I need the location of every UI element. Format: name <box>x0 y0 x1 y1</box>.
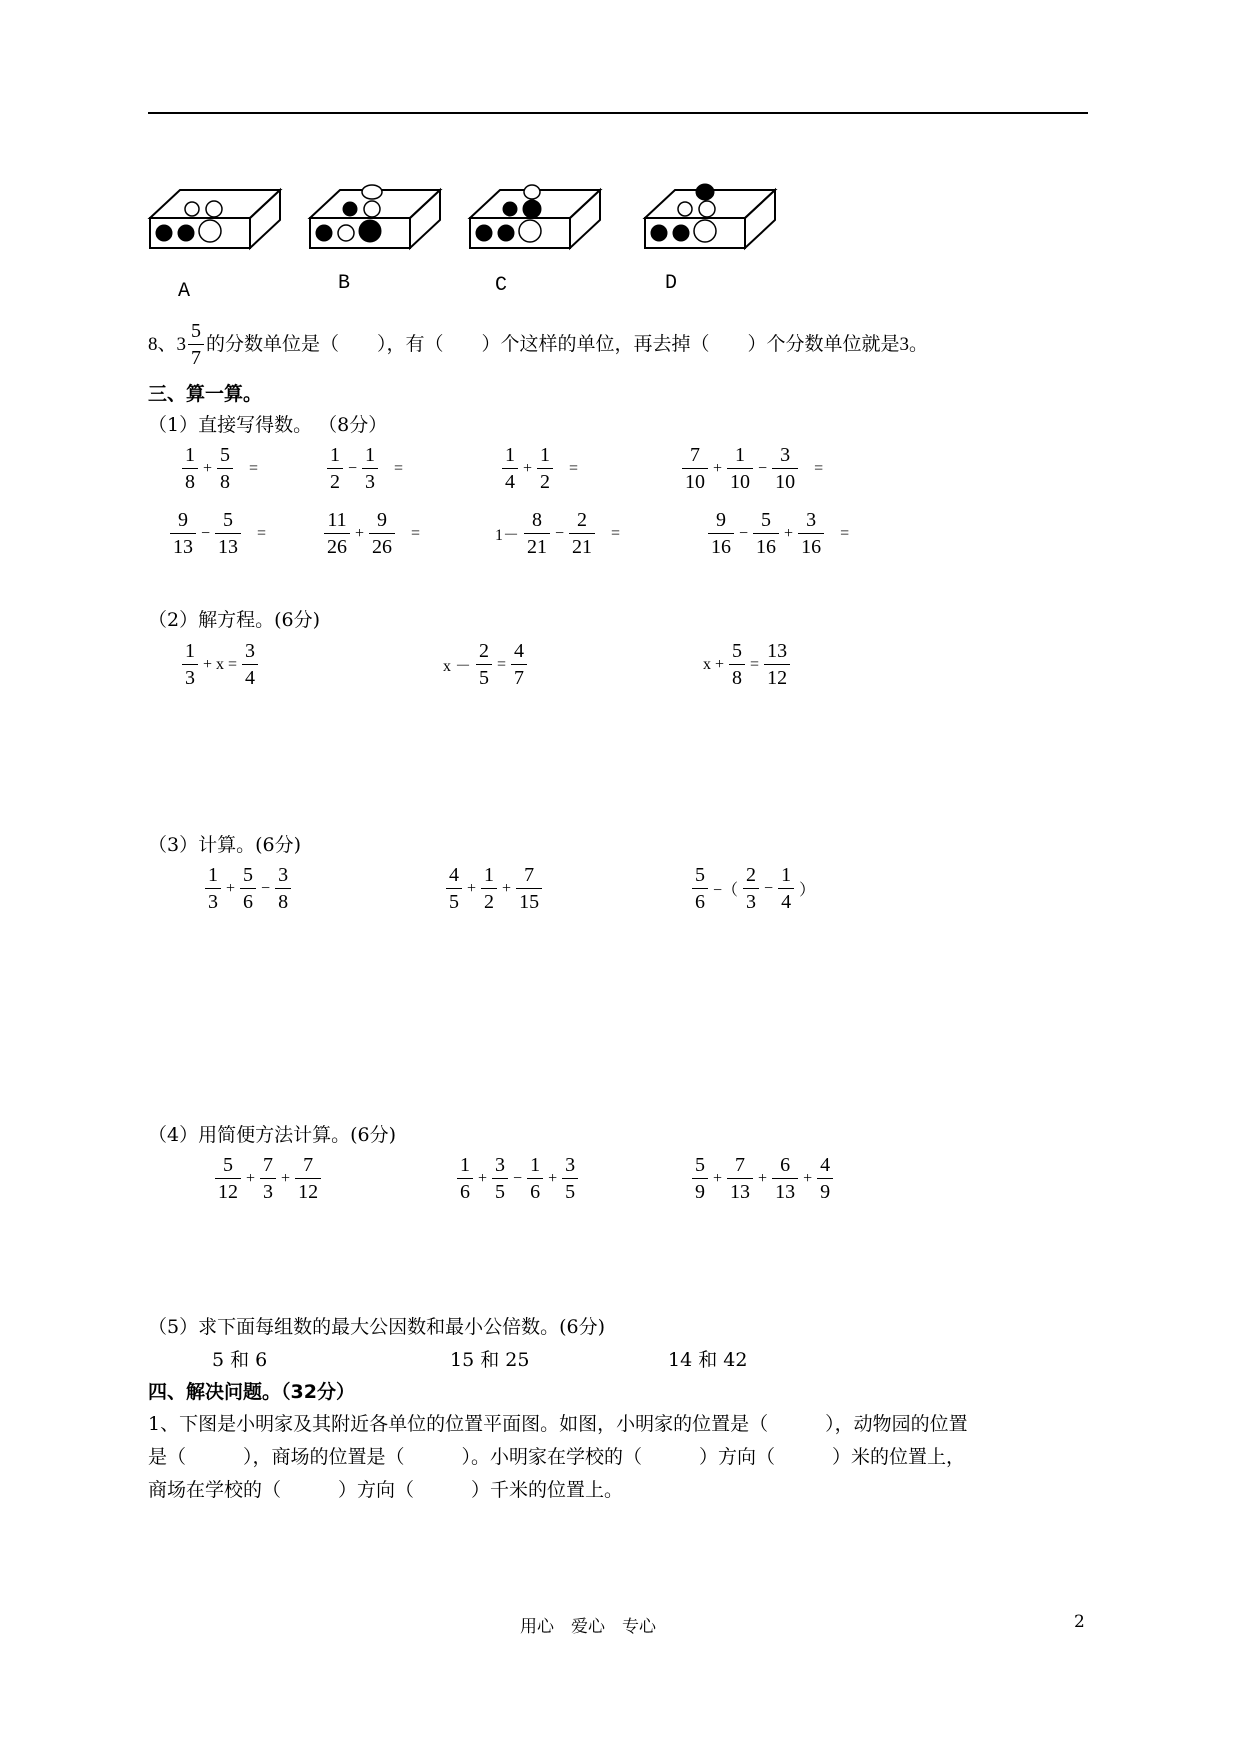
operator: x + <box>703 655 725 673</box>
operator: −（ <box>713 882 739 899</box>
operator: + <box>355 524 365 542</box>
q1-line1: 1、下图是小明家及其附近各单位的位置平面图。如图，小明家的位置是（ ），动物园的位置 <box>148 1413 968 1435</box>
operator: − <box>739 524 749 542</box>
calc-item <box>168 507 269 560</box>
operator: + <box>203 459 213 477</box>
fraction: $\frac{9}{16}$ <box>708 507 734 560</box>
question-8: 8、 3 $\frac{5}{7}$ 的分数单位是（ ），有（ ）个这样的单位，再去掉（ ）个分数单位就是3。 <box>148 320 929 369</box>
operator: + <box>713 1169 723 1187</box>
operator: = <box>569 459 579 477</box>
fraction: $\frac{8}{21}$ <box>524 507 550 560</box>
fraction: $\frac{1}{4}$ <box>502 442 518 495</box>
equation <box>700 638 792 691</box>
operator: x － <box>443 658 472 675</box>
operator: + <box>523 459 533 477</box>
pair-3: 14 和 42 <box>668 1349 748 1371</box>
q1-line2: 是（ ），商场的位置是（ ）。小明家在学校的（ ）方向（ ）米的位置上， <box>148 1446 966 1468</box>
operator: 1－ <box>495 527 520 544</box>
footer-text: 用心 爱心 专心 <box>520 1617 656 1637</box>
calc-item <box>680 442 826 495</box>
compute-item <box>690 862 818 915</box>
operator: = <box>840 524 850 542</box>
operator: = <box>257 524 267 542</box>
label-d: D <box>665 272 678 295</box>
fraction: $\frac{4}{9}$ <box>817 1152 833 1205</box>
fraction: $\frac{7}{12}$ <box>295 1152 321 1205</box>
p3-title: （3）计算。(6分) <box>148 834 302 856</box>
operator: = <box>814 459 824 477</box>
operator: − <box>513 1169 523 1187</box>
fraction: $\frac{1}{3}$ <box>205 862 221 915</box>
fraction: $\frac{2}{21}$ <box>569 507 595 560</box>
fraction: $\frac{5}{16}$ <box>753 507 779 560</box>
fraction: $\frac{1}{2}$ <box>481 862 497 915</box>
fraction: $\frac{5}{8}$ <box>729 638 745 691</box>
fraction: $\frac{13}{12}$ <box>764 638 790 691</box>
calc-item <box>180 442 261 495</box>
fraction: $\frac{5}{13}$ <box>215 507 241 560</box>
section3-title: 三、算一算。 <box>148 383 263 405</box>
fraction: $\frac{6}{13}$ <box>772 1152 798 1205</box>
operator: − <box>758 459 768 477</box>
fraction: $\frac{1}{4}$ <box>778 862 794 915</box>
box-a <box>150 190 280 248</box>
operator: + <box>281 1169 291 1187</box>
fraction: $\frac{3}{8}$ <box>275 862 291 915</box>
pair-1: 5 和 6 <box>212 1349 268 1371</box>
p5-title: （5）求下面每组数的最大公因数和最小公倍数。(6分) <box>148 1316 606 1338</box>
section4-title: 四、解决问题。（32分） <box>148 1381 355 1403</box>
operator: = <box>394 459 404 477</box>
fraction: $\frac{1}{6}$ <box>457 1152 473 1205</box>
boxes-figure <box>140 168 800 258</box>
simplify-item <box>455 1152 580 1205</box>
fraction: $\frac{7}{3}$ <box>260 1152 276 1205</box>
equation <box>180 638 260 691</box>
operator: + <box>467 879 477 897</box>
operator: = <box>611 524 621 542</box>
fraction: $\frac{1}{2}$ <box>537 442 553 495</box>
operator: + <box>478 1169 488 1187</box>
fraction: $\frac{9}{26}$ <box>369 507 395 560</box>
operator: = <box>750 655 760 673</box>
header-rule <box>148 112 1088 114</box>
p4-title: （4）用简便方法计算。(6分) <box>148 1124 397 1146</box>
box-d <box>645 184 775 248</box>
operator: − <box>764 879 774 897</box>
fraction: $\frac{1}{8}$ <box>182 442 198 495</box>
fraction: $\frac{2}{5}$ <box>476 638 492 691</box>
p2-title: （2）解方程。(6分) <box>148 609 321 631</box>
compute-item <box>444 862 544 915</box>
fraction: $\frac{3}{5}$ <box>492 1152 508 1205</box>
operator: + <box>502 879 512 897</box>
operator: − <box>555 524 565 542</box>
fraction: $\frac{1}{10}$ <box>727 442 753 495</box>
operator: − <box>201 524 211 542</box>
simplify-item <box>213 1152 323 1205</box>
fraction: $\frac{3}{4}$ <box>242 638 258 691</box>
fraction: $\frac{4}{7}$ <box>511 638 527 691</box>
operator: + <box>784 524 794 542</box>
pair-2: 15 和 25 <box>450 1349 530 1371</box>
calc-item <box>500 442 581 495</box>
fraction: $\frac{7}{10}$ <box>682 442 708 495</box>
fraction: $\frac{2}{3}$ <box>743 862 759 915</box>
operator: + <box>246 1169 256 1187</box>
equation <box>440 638 529 691</box>
operator: = <box>411 524 421 542</box>
fraction: $\frac{3}{16}$ <box>798 507 824 560</box>
operator: + <box>713 459 723 477</box>
fraction: $\frac{1}{6}$ <box>527 1152 543 1205</box>
fraction: $\frac{5}{8}$ <box>217 442 233 495</box>
fraction: $\frac{5}{6}$ <box>692 862 708 915</box>
calc-item <box>706 507 852 560</box>
p1-title: （1）直接写得数。 （8分） <box>148 414 388 436</box>
box-c <box>470 185 600 248</box>
calc-item <box>325 442 406 495</box>
q1-line3: 商场在学校的（ ）方向（ ）千米的位置上。 <box>148 1479 624 1501</box>
fraction: $\frac{4}{5}$ <box>446 862 462 915</box>
operator: − <box>348 459 358 477</box>
compute-item <box>203 862 293 915</box>
operator: − <box>261 879 271 897</box>
operator: ） <box>799 882 816 899</box>
fraction: $\frac{9}{13}$ <box>170 507 196 560</box>
operator: + <box>758 1169 768 1187</box>
simplify-item <box>690 1152 835 1205</box>
fraction: $\frac{11}{26}$ <box>324 507 350 560</box>
fraction: $\frac{1}{2}$ <box>327 442 343 495</box>
calc-item <box>492 507 623 560</box>
fraction: $\frac{7}{13}$ <box>727 1152 753 1205</box>
operator: + <box>226 879 236 897</box>
fraction: $\frac{3}{10}$ <box>772 442 798 495</box>
fraction: $\frac{1}{3}$ <box>182 638 198 691</box>
label-a: A <box>178 280 191 303</box>
operator: = <box>249 459 259 477</box>
label-c: C <box>495 274 508 297</box>
fraction: $\frac{5}{6}$ <box>240 862 256 915</box>
box-b <box>310 185 440 248</box>
label-b: B <box>338 272 351 295</box>
page-number: 2 <box>1074 1612 1085 1632</box>
fraction: $\frac{7}{15}$ <box>516 862 542 915</box>
fraction: $\frac{3}{5}$ <box>562 1152 578 1205</box>
fraction: $\frac{1}{3}$ <box>362 442 378 495</box>
operator: + x = <box>203 655 238 673</box>
fraction: $\frac{5}{9}$ <box>692 1152 708 1205</box>
fraction: $\frac{5}{12}$ <box>215 1152 241 1205</box>
operator: + <box>803 1169 813 1187</box>
operator: = <box>497 655 507 673</box>
operator: + <box>548 1169 558 1187</box>
calc-item <box>322 507 423 560</box>
